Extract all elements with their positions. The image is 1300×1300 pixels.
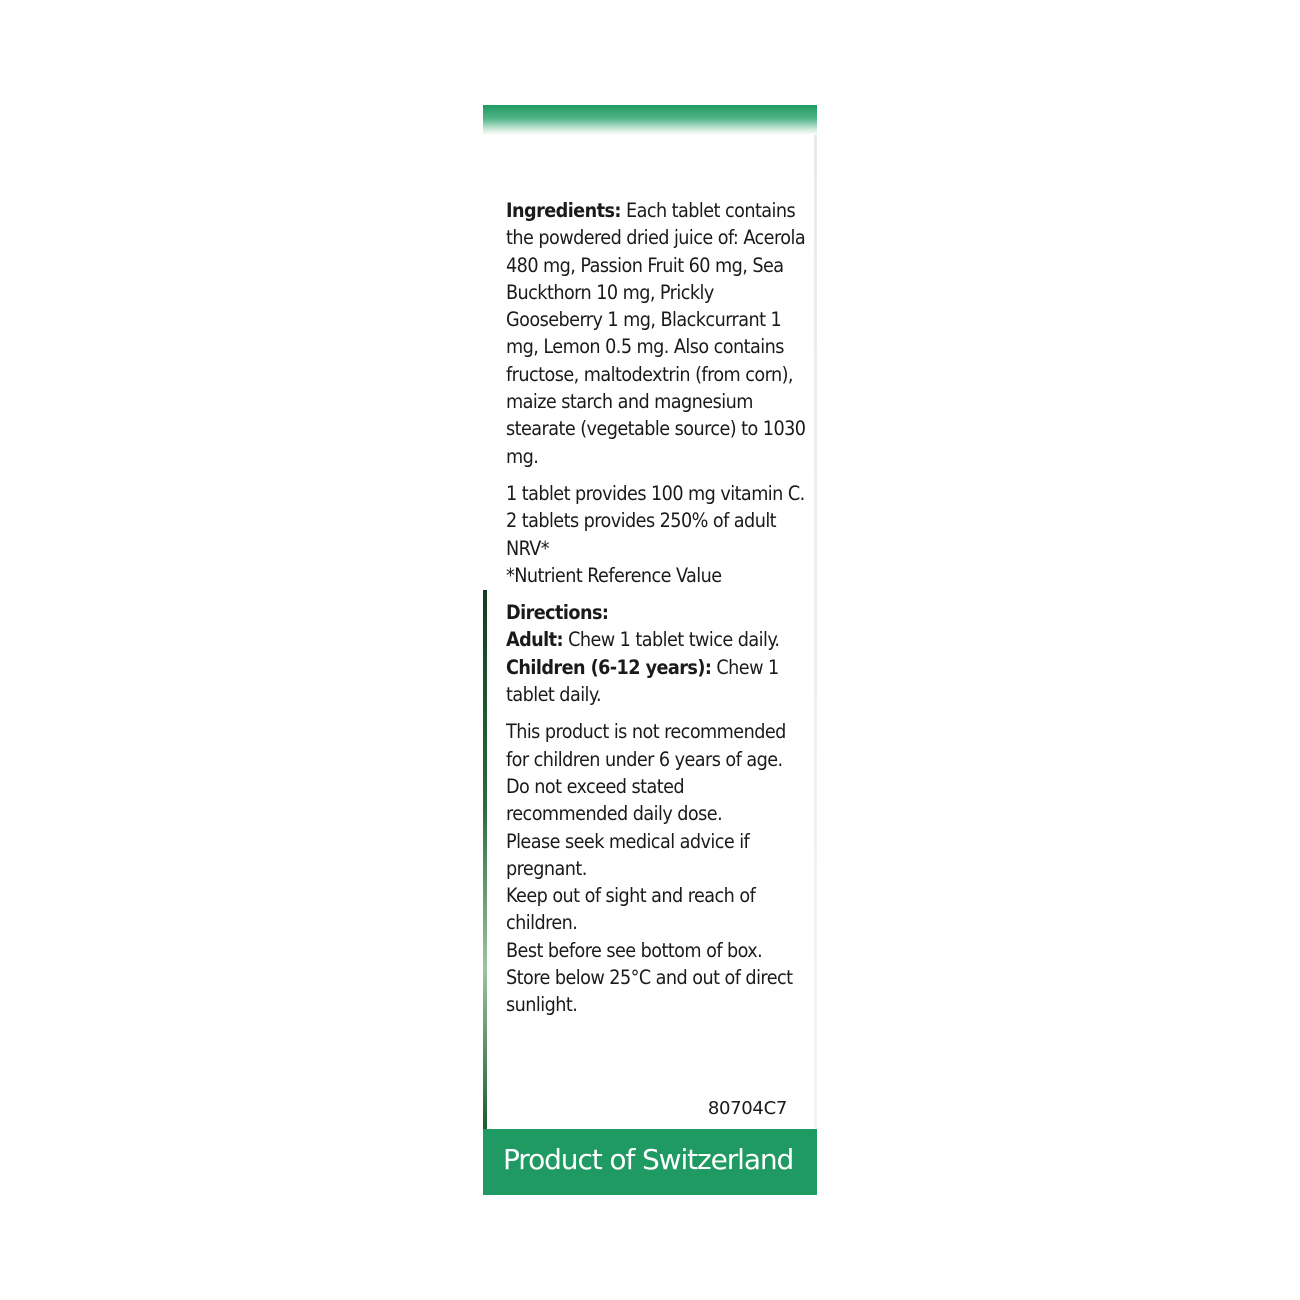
nrv-footnote: *Nutrient Reference Value xyxy=(506,563,722,587)
warnings-paragraph xyxy=(506,718,806,1018)
provides-line-2: 2 tablets provides 250% of adult NRV* xyxy=(506,509,777,560)
children-directions: Chew 1 tablet daily. xyxy=(506,655,779,707)
origin-band xyxy=(483,1129,817,1195)
origin-text: Product of Switzerland xyxy=(503,1143,794,1176)
top-green-band xyxy=(483,105,817,135)
ingredients-label: Ingredients: xyxy=(506,199,621,222)
batch-code: 80704C7 xyxy=(707,1098,787,1119)
ingredients-text: Each tablet contains the powdered dried juice of: Acerola 480 mg, Passion Fruit 60 mg, Sea Buckthorn 10 mg, Prickly Gooseberry 1 mg, Blackcurrant 1 mg, Lemon 0.5 mg. Also contains fructose, maltodextrin (from corn), maize starch and magnesium stearate (vegetable source) to 1030 mg. xyxy=(506,199,806,468)
warning-line: Store below 25°C and out of direct sunlight. xyxy=(506,966,793,1017)
warning-line: Do not exceed stated recommended daily dose. xyxy=(506,774,723,826)
warning-line: This product is not recommended for children under 6 years of age. xyxy=(506,720,786,771)
provides-paragraph xyxy=(506,480,806,589)
children-label: Children (6-12 years): xyxy=(506,655,712,679)
warning-line: Keep out of sight and reach of children. xyxy=(506,884,756,935)
adult-label: Adult: xyxy=(506,628,564,652)
directions-heading: Directions: xyxy=(506,601,609,625)
label-panel xyxy=(483,105,817,1195)
provides-line-1: 1 tablet provides 100 mg vitamin C. xyxy=(506,481,805,505)
adult-directions: Chew 1 tablet twice daily. xyxy=(563,628,780,652)
right-edge-strip xyxy=(814,135,817,1135)
warning-line: Best before see bottom of box. xyxy=(506,938,763,962)
label-content xyxy=(506,197,806,1029)
directions-paragraph xyxy=(506,599,806,708)
ingredients-paragraph xyxy=(506,197,806,470)
side-edge-strip xyxy=(483,590,487,1130)
warning-line: Please seek medical advice if pregnant. xyxy=(506,829,750,880)
